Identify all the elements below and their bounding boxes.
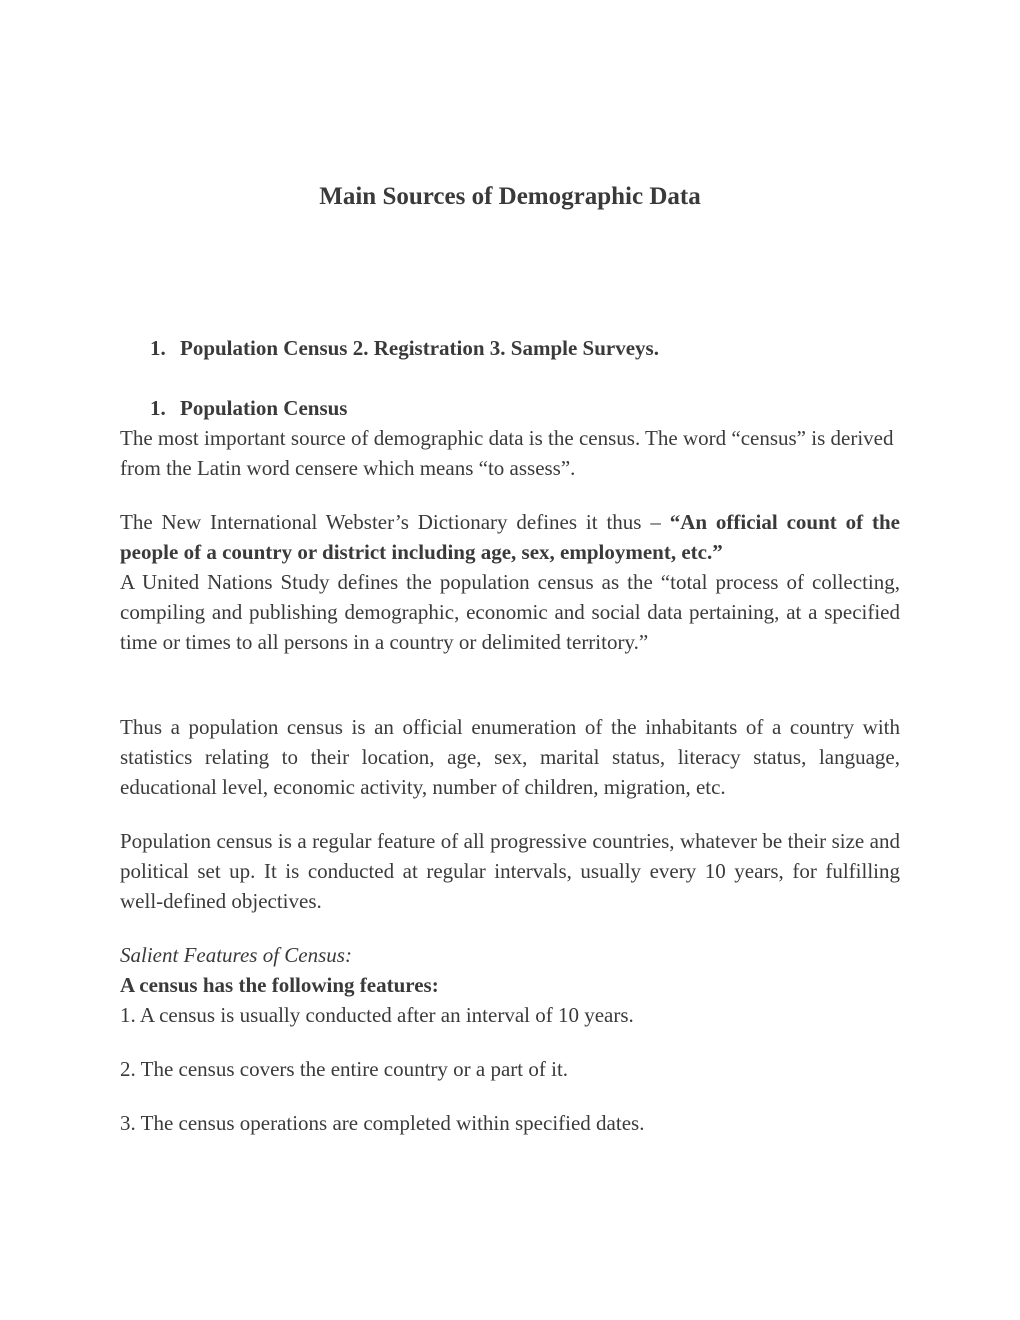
- paragraph-census-origin: The most important source of demographic data is the census. The word “census” is derived from the Latin word censere which means “to assess”.: [120, 426, 894, 480]
- page-title: Main Sources of Demographic Data: [319, 183, 701, 210]
- paragraph-regular-feature: Population census is a regular feature of all progressive countries, whatever be their size and political set up. It is conducted at regular intervals, usually every 10 years, for fulfilling well-defined objectives.: [120, 829, 900, 913]
- definition-quote: “An official count of the people of a country or district including age, sex, employment, etc.”: [120, 510, 900, 564]
- feature-item: 1. A census is usually conducted after an interval of 10 years.: [120, 1003, 634, 1027]
- feature-item: 3. The census operations are completed within specified dates.: [120, 1111, 645, 1135]
- section-heading: [150, 393, 930, 423]
- section-number: 1.: [150, 396, 166, 420]
- section-title: Population Census: [180, 396, 348, 420]
- sources-list: [150, 333, 930, 363]
- features-section: [120, 940, 900, 1138]
- list-text: Population Census 2. Registration 3. Sample Surveys.: [180, 336, 659, 360]
- paragraph-enumeration: Thus a population census is an official enumeration of the inhabitants of a country with statistics relating to their location, age, sex, marital status, literacy status, language, educational level, economic activity, number of children, migration, etc.: [120, 715, 900, 799]
- features-bold-heading: A census has the following features:: [120, 973, 439, 997]
- feature-item: 2. The census covers the entire country or a part of it.: [120, 1057, 569, 1081]
- paragraph-definitions: [120, 507, 900, 657]
- features-italic-heading: Salient Features of Census:: [120, 943, 352, 967]
- un-definition: A United Nations Study defines the population census as the “total process of collecting, compiling and publishing demographic, economic and social data pertaining, at a specified time or times to all persons in a country or delimited territory.”: [120, 570, 900, 654]
- definition-intro: The New International Webster’s Dictionary defines it thus –: [120, 510, 670, 534]
- list-number: 1.: [150, 336, 166, 360]
